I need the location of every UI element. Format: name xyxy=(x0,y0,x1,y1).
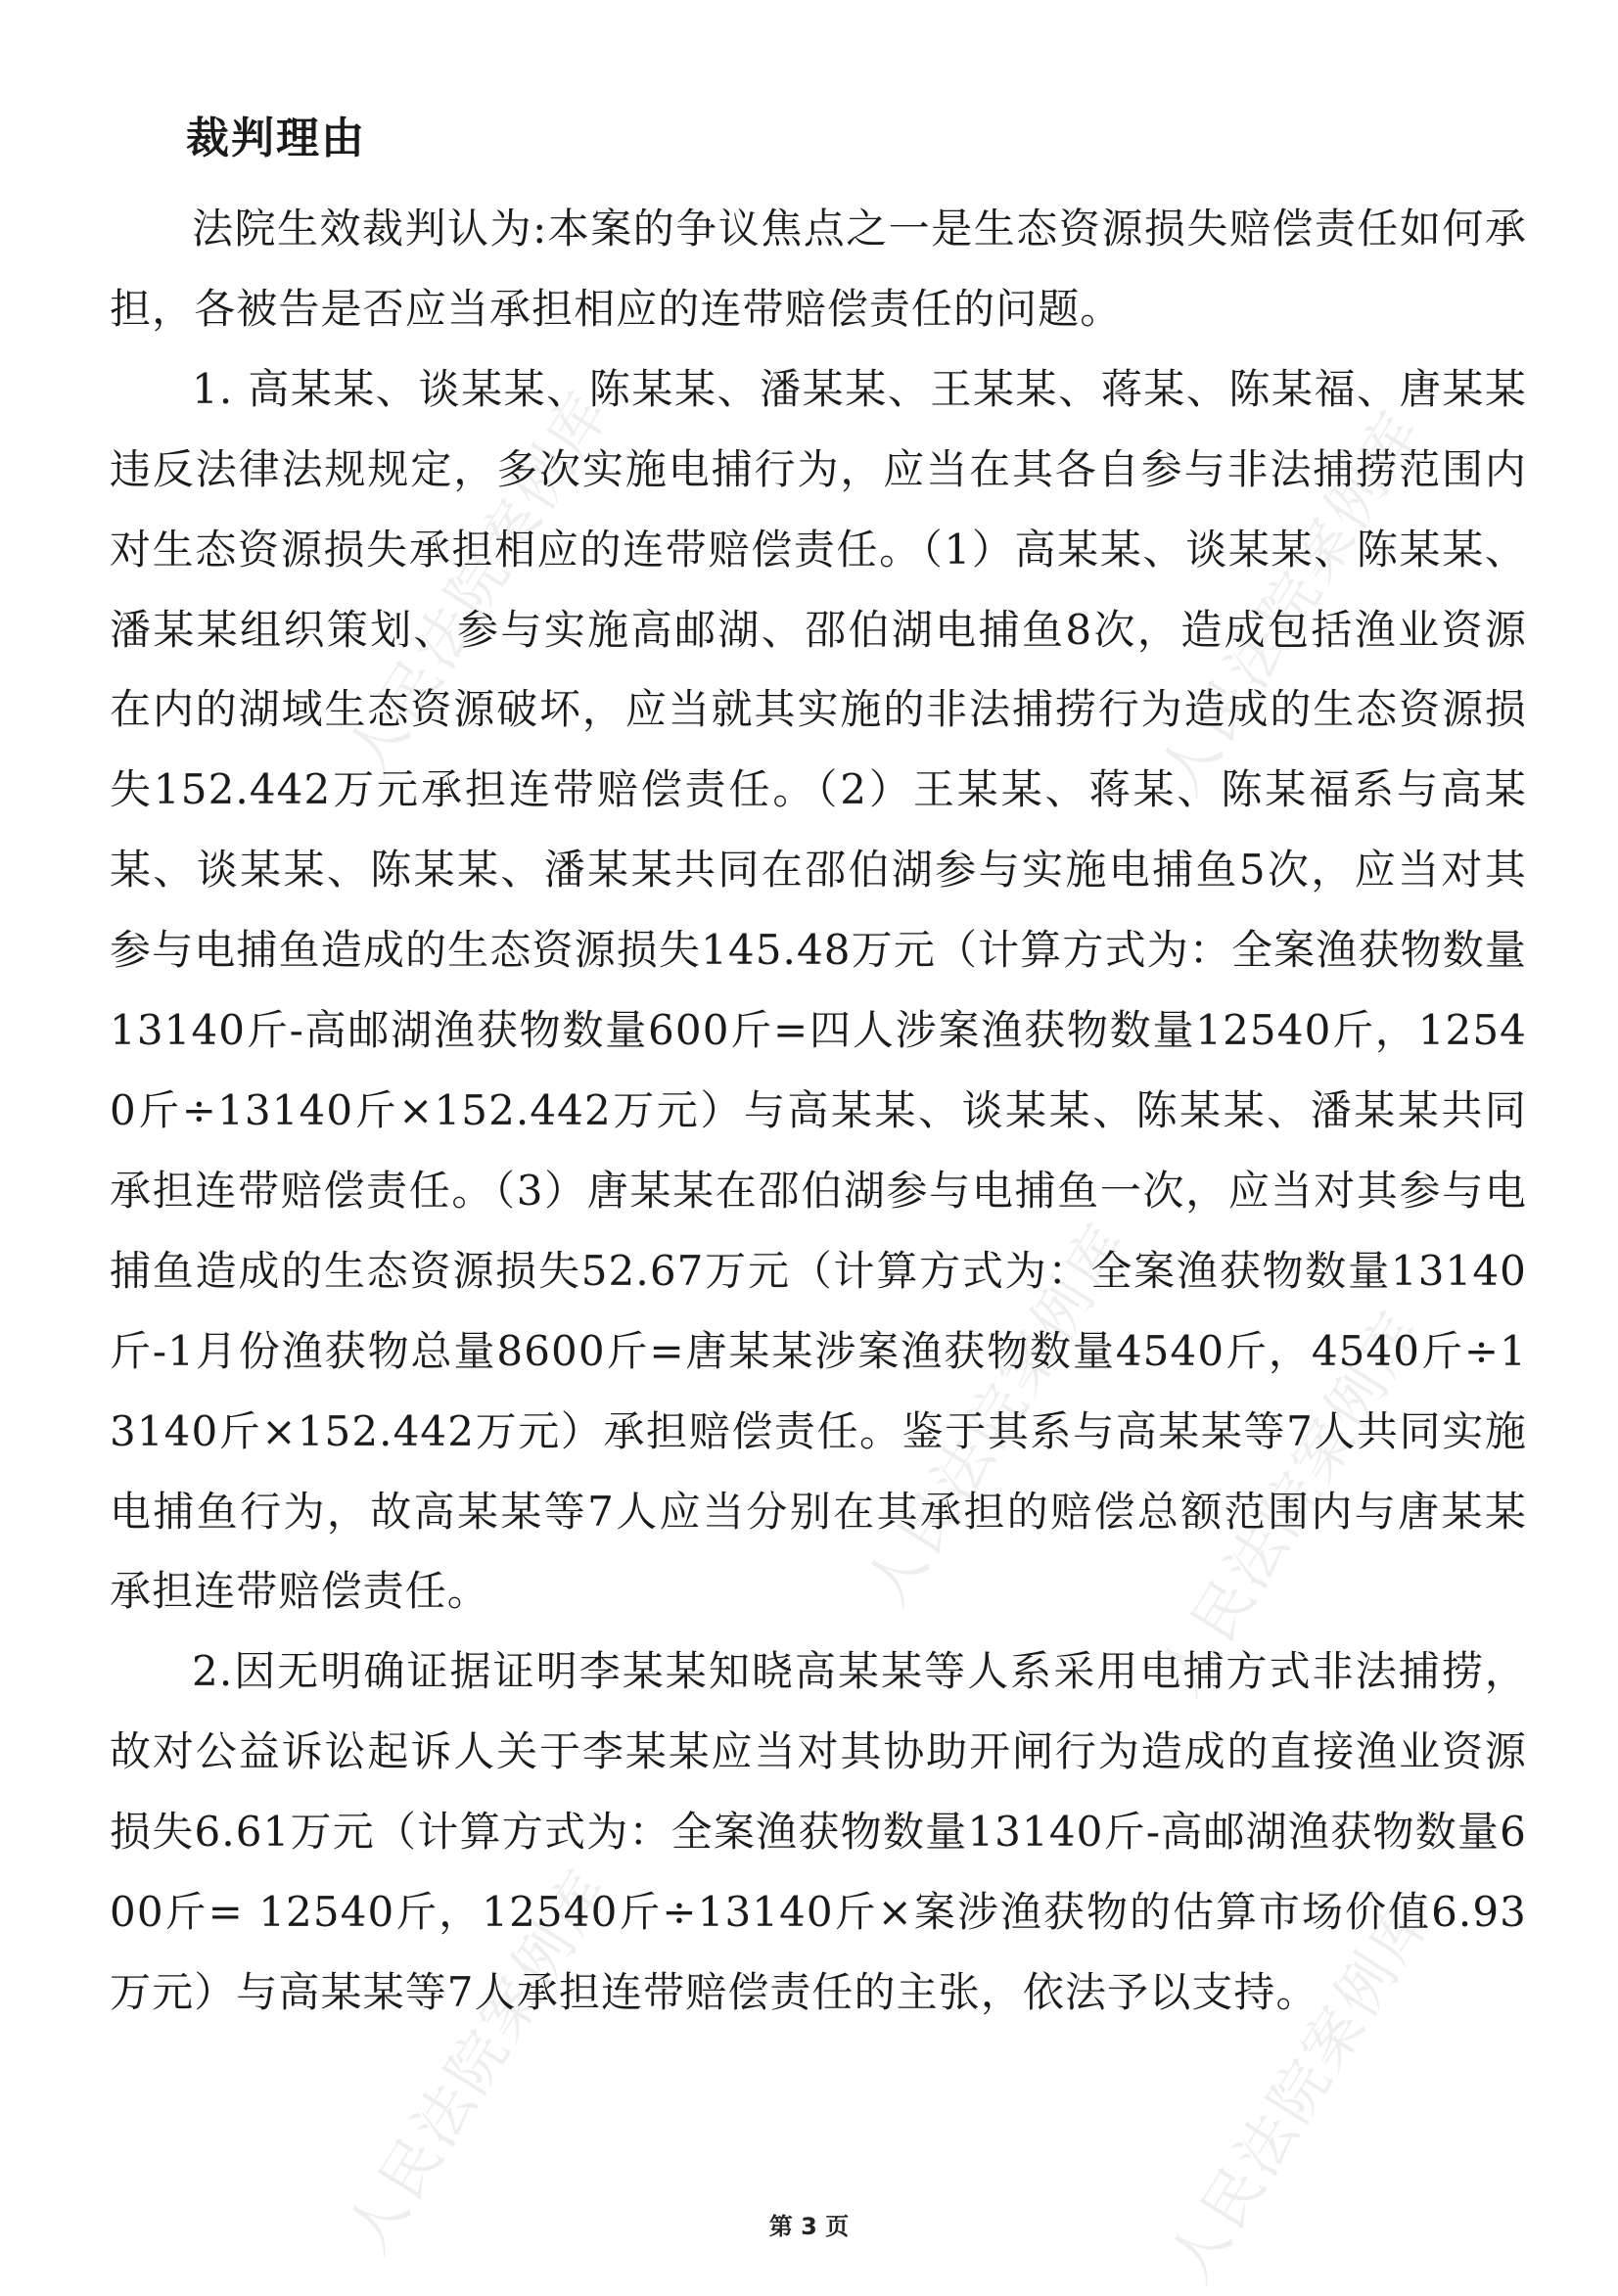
paragraph: 2.因无明确证据证明李某某知晓高某某等人系采用电捕方式非法捕捞，故对公益诉讼起诉人关于李某某应当对其协助开闸行为造成的直接渔业资源损失6.61万元（计算方式为：全案渔获物数量13140斤-高邮湖渔获物数量600斤= 12540斤，12540斤÷13140斤×案涉渔获物的估算市场价值6.93万元）与高某某等7人承担连带赔偿责任的主张，依法予以支持。 xyxy=(110,1647,1527,2016)
body-text xyxy=(110,189,1527,2033)
page-number: 第 3 页 xyxy=(768,2213,850,2240)
watermark: 人民法院案例库 xyxy=(1146,1298,1437,1707)
paragraph: 法院生效裁判认为:本案的争议焦点之一是生态资源损失赔偿责任如何承担，各被告是否应当承担相应的连带赔偿责任的问题。 xyxy=(110,205,1527,333)
paragraph: 1. 高某某、谈某某、陈某某、潘某某、王某某、蒋某、陈某福、唐某某违反法律法规规定，多次实施电捕行为，应当在其各自参与非法捕捞范围内对生态资源损失承担相应的连带赔偿责任。（1）高某某、谈某某、陈某某、潘某某组织策划、参与实施高邮湖、邵伯湖电捕鱼8次，造成包括渔业资源在内的湖域生态资源破坏，应当就其实施的非法捕捞行为造成的生态资源损失152.442万元承担连带赔偿责任。（2）王某某、蒋某、陈某福系与高某某、谈某某、陈某某、潘某某共同在邵伯湖参与实施电捕鱼5次，应当对其参与电捕鱼造成的生态资源损失145.48万元（计算方式为：全案渔获物数量13140斤-高邮湖渔获物数量600斤=四人涉案渔获物数量12540斤，12540斤÷13140斤×152.442万元）与高某某、谈某某、陈某某、潘某某共同承担连带赔偿责任。（3）唐某某在邵伯湖参与电捕鱼一次，应当对其参与电捕鱼造成的生态资源损失52.67万元（计算方式为：全案渔获物数量13140斤-1月份渔获物总量8600斤=唐某某涉案渔获物数量4540斤，4540斤÷13140斤×152.442万元）承担赔偿责任。鉴于其系与高某某等7人共同实施电捕鱼行为，故高某某等7人应当分别在其承担的赔偿总额范围内与唐某某承担连带赔偿责任。 xyxy=(110,364,1527,1616)
watermark: 人民法院案例库 xyxy=(334,1856,624,2265)
watermark: 人民法院案例库 xyxy=(334,378,624,787)
section-heading: 裁判理由 xyxy=(186,114,366,163)
watermark: 人民法院案例库 xyxy=(853,1210,1143,1619)
watermark: 人民法院案例库 xyxy=(1146,397,1437,806)
watermark: 人民法院案例库 xyxy=(1156,1885,1447,2294)
